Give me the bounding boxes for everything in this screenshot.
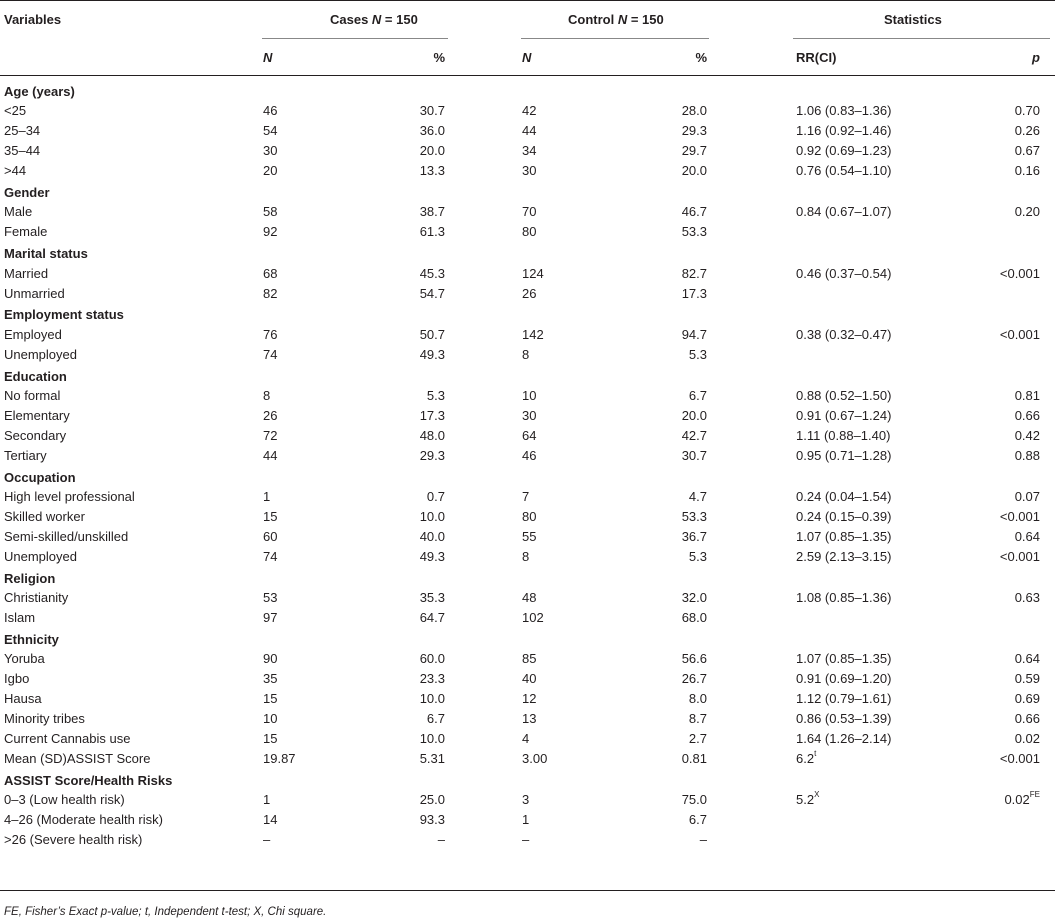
cell-cases-pct: 61.3 bbox=[419, 224, 445, 240]
cell-control-pct: 53.3 bbox=[681, 224, 707, 240]
cell-control-pct: 20.0 bbox=[681, 407, 707, 423]
row-label: Female bbox=[4, 224, 48, 240]
cell-cases-n: 82 bbox=[263, 285, 278, 301]
cell-control-pct: – bbox=[699, 831, 707, 847]
row-label: High level professional bbox=[4, 489, 135, 504]
cell-cases-pct: 13.3 bbox=[419, 163, 445, 179]
row-label: No formal bbox=[4, 388, 61, 403]
cell-control-n: 142 bbox=[522, 326, 544, 342]
section-heading: Religion bbox=[4, 570, 56, 586]
cell-p-value: <0.001 bbox=[999, 548, 1040, 564]
cell-p-value: 0.26 bbox=[1014, 123, 1040, 139]
cell-p-value: 0.02 bbox=[1014, 730, 1040, 746]
cell-p-value: 0.88 bbox=[1014, 447, 1040, 463]
cell-control-n: 34 bbox=[522, 143, 537, 159]
cell-cases-n: 58 bbox=[263, 204, 278, 220]
row-label: Christianity bbox=[4, 590, 69, 605]
header-pct-control: % bbox=[695, 50, 707, 65]
cell-rr-ci: 6.2$^t$ bbox=[796, 748, 817, 766]
section-heading: Occupation bbox=[4, 469, 76, 485]
cell-rr-ci: 0.24 (0.04–1.54) bbox=[796, 489, 892, 504]
control-subrule bbox=[521, 38, 709, 39]
cell-cases-pct: 40.0 bbox=[419, 528, 445, 544]
cell-p-value: <0.001 bbox=[999, 508, 1040, 524]
cell-control-pct: 6.7 bbox=[688, 811, 707, 827]
cell-control-n: – bbox=[522, 831, 530, 847]
cell-p-value: 0.69 bbox=[1014, 691, 1040, 706]
cell-control-n: 10 bbox=[522, 388, 537, 403]
cell-cases-n: 8 bbox=[263, 388, 271, 403]
cell-control-pct: 42.7 bbox=[681, 427, 707, 443]
cell-cases-pct: 50.7 bbox=[419, 326, 445, 342]
cell-control-pct: 46.7 bbox=[681, 204, 707, 220]
row-label: <25 bbox=[4, 103, 27, 119]
cell-cases-n: 90 bbox=[263, 651, 278, 667]
cell-control-n: 30 bbox=[522, 407, 537, 423]
cell-control-n: 12 bbox=[522, 691, 537, 706]
cell-cases-n: 97 bbox=[263, 609, 278, 625]
cell-p-value: 0.59 bbox=[1014, 671, 1040, 687]
section-heading: ASSIST Score/Health Risks bbox=[4, 772, 173, 788]
cell-cases-pct: 45.3 bbox=[419, 265, 445, 281]
cell-rr-ci: 1.06 (0.83–1.36) bbox=[796, 103, 892, 119]
cell-rr-ci: 0.88 (0.52–1.50) bbox=[796, 388, 892, 403]
cases-subrule bbox=[262, 38, 448, 39]
header-pct-cases: % bbox=[433, 50, 445, 65]
row-label: Islam bbox=[4, 609, 36, 625]
section-heading: Gender bbox=[4, 185, 50, 200]
row-label: Skilled worker bbox=[4, 508, 85, 524]
cell-control-pct: 68.0 bbox=[681, 609, 707, 625]
cell-cases-n: 35 bbox=[263, 671, 278, 687]
row-label: Tertiary bbox=[4, 447, 47, 463]
cell-control-pct: 82.7 bbox=[681, 265, 707, 281]
cell-control-pct: 26.7 bbox=[681, 671, 707, 687]
cell-p-value: 0.42 bbox=[1014, 427, 1040, 443]
cell-control-pct: 29.7 bbox=[681, 143, 707, 159]
cell-cases-n: 72 bbox=[263, 427, 278, 443]
row-label: Yoruba bbox=[4, 651, 45, 667]
cell-control-n: 44 bbox=[522, 123, 537, 139]
cell-control-n: 46 bbox=[522, 447, 537, 463]
cell-rr-ci: 0.86 (0.53–1.39) bbox=[796, 710, 892, 726]
cell-p-value: <0.001 bbox=[999, 265, 1040, 281]
cell-cases-n: 92 bbox=[263, 224, 278, 240]
cell-rr-ci: 0.46 (0.37–0.54) bbox=[796, 265, 892, 281]
cell-control-n: 80 bbox=[522, 224, 537, 240]
cell-rr-ci: 0.91 (0.69–1.20) bbox=[796, 671, 892, 687]
row-label: >44 bbox=[4, 163, 27, 179]
cell-cases-n: 20 bbox=[263, 163, 278, 179]
cell-control-n: 3 bbox=[522, 792, 530, 807]
cell-control-n: 42 bbox=[522, 103, 537, 119]
cell-control-pct: 75.0 bbox=[681, 792, 707, 807]
cell-cases-pct: 5.3 bbox=[426, 388, 445, 403]
cell-rr-ci: 1.12 (0.79–1.61) bbox=[796, 691, 892, 706]
row-label: Mean (SD)ASSIST Score bbox=[4, 750, 151, 766]
cell-rr-ci: 0.76 (0.54–1.10) bbox=[796, 163, 892, 179]
cell-cases-n: 74 bbox=[263, 346, 278, 362]
row-label: Semi-skilled/unskilled bbox=[4, 528, 129, 544]
cell-cases-pct: 10.0 bbox=[419, 691, 445, 706]
cell-cases-pct: – bbox=[437, 831, 445, 847]
cell-rr-ci: 1.07 (0.85–1.35) bbox=[796, 528, 892, 544]
cell-cases-pct: 49.3 bbox=[419, 548, 445, 564]
cell-rr-ci: 2.59 (2.13–3.15) bbox=[796, 548, 892, 564]
header-p: p bbox=[1032, 50, 1040, 65]
cell-control-pct: 29.3 bbox=[681, 123, 707, 139]
cell-cases-n: 1 bbox=[263, 489, 271, 504]
cell-cases-pct: 6.7 bbox=[426, 710, 445, 726]
row-label: 25–34 bbox=[4, 123, 41, 139]
row-label: 35–44 bbox=[4, 143, 41, 159]
section-heading: Ethnicity bbox=[4, 631, 59, 647]
row-label: >26 (Severe health risk) bbox=[4, 831, 143, 847]
row-label: 4–26 (Moderate health risk) bbox=[4, 811, 163, 827]
cell-control-n: 85 bbox=[522, 651, 537, 667]
cell-rr-ci: $5.2^X$ bbox=[796, 790, 820, 807]
cell-p-value: $0.02^{FE}$ bbox=[1004, 790, 1040, 807]
cell-p-value: 0.70 bbox=[1014, 103, 1040, 119]
cell-cases-n: 46 bbox=[263, 103, 278, 119]
cell-rr-ci: 1.16 (0.92–1.46) bbox=[796, 123, 892, 139]
cell-cases-n: – bbox=[263, 831, 271, 847]
cell-cases-pct: 23.3 bbox=[419, 671, 445, 687]
cell-cases-pct: 30.7 bbox=[419, 103, 445, 119]
cell-cases-n: 30 bbox=[263, 143, 278, 159]
row-label: Elementary bbox=[4, 407, 70, 423]
cell-control-n: 7 bbox=[522, 489, 530, 504]
cell-control-n: 8 bbox=[522, 346, 530, 362]
header-cases: Cases N = 150 bbox=[330, 12, 418, 27]
cell-control-n: 3.00 bbox=[522, 750, 548, 766]
cell-control-pct: 30.7 bbox=[681, 447, 707, 463]
cell-control-n: 124 bbox=[522, 265, 544, 281]
cell-cases-pct: 10.0 bbox=[419, 730, 445, 746]
cell-control-n: 80 bbox=[522, 508, 537, 524]
statistics-subrule bbox=[793, 38, 1050, 39]
header-n-cases: N bbox=[263, 50, 273, 65]
cell-rr-ci: 1.64 (1.26–2.14) bbox=[796, 730, 892, 746]
row-label: Married bbox=[4, 265, 49, 281]
row-label: Unmarried bbox=[4, 285, 65, 301]
cell-cases-pct: 29.3 bbox=[419, 447, 445, 463]
cell-control-pct: 8.0 bbox=[688, 691, 707, 706]
cell-cases-n: 76 bbox=[263, 326, 278, 342]
header-variables: Variables bbox=[4, 12, 62, 27]
cell-p-value: <0.001 bbox=[999, 326, 1040, 342]
cell-p-value: 0.66 bbox=[1014, 710, 1040, 726]
cell-p-value: 0.67 bbox=[1014, 143, 1040, 159]
section-heading: Employment status bbox=[4, 307, 124, 323]
row-label: Unemployed bbox=[4, 346, 77, 362]
cell-rr-ci: 1.07 (0.85–1.35) bbox=[796, 651, 892, 667]
superscript-marker: X bbox=[814, 790, 820, 799]
cell-p-value: <0.001 bbox=[999, 750, 1040, 766]
cell-cases-pct: 0.7 bbox=[426, 489, 445, 504]
row-label: Employed bbox=[4, 326, 62, 342]
superscript-marker: FE bbox=[1029, 790, 1040, 799]
footnote: FE, Fisher’s Exact p-value; t, Independent t-test; X, Chi square. bbox=[4, 906, 327, 918]
cell-cases-n: 14 bbox=[263, 811, 278, 827]
cell-cases-n: 19.87 bbox=[263, 750, 296, 766]
section-heading: Marital status bbox=[4, 246, 88, 262]
cell-cases-n: 15 bbox=[263, 508, 278, 524]
cell-control-n: 30 bbox=[522, 163, 537, 179]
cell-control-pct: 6.7 bbox=[688, 388, 707, 403]
cell-cases-pct: 20.0 bbox=[419, 143, 445, 159]
cell-control-n: 70 bbox=[522, 204, 537, 220]
cell-rr-ci: 1.11 (0.88–1.40) bbox=[796, 427, 891, 443]
cell-cases-n: 44 bbox=[263, 447, 278, 463]
cell-rr-ci: 0.24 (0.15–0.39) bbox=[796, 508, 892, 524]
header-bottom-rule bbox=[0, 75, 1055, 76]
table-bottom-rule bbox=[0, 890, 1055, 891]
superscript-marker: t bbox=[814, 748, 817, 758]
cell-p-value: 0.07 bbox=[1014, 489, 1040, 504]
cell-p-value: 0.64 bbox=[1014, 528, 1040, 544]
cell-control-n: 26 bbox=[522, 285, 537, 301]
cell-cases-pct: 54.7 bbox=[419, 285, 445, 301]
cell-control-pct: 17.3 bbox=[681, 285, 707, 301]
cell-control-pct: 8.7 bbox=[688, 710, 707, 726]
cell-control-n: 8 bbox=[522, 548, 530, 564]
header-statistics: Statistics bbox=[884, 12, 942, 27]
cell-rr-ci: 0.38 (0.32–0.47) bbox=[796, 326, 892, 342]
row-label: Male bbox=[4, 204, 33, 220]
row-label: Secondary bbox=[4, 427, 67, 443]
header-control: Control N = 150 bbox=[568, 12, 664, 27]
table-top-rule bbox=[0, 0, 1055, 1]
cell-control-pct: 5.3 bbox=[688, 346, 707, 362]
cell-p-value: 0.81 bbox=[1014, 388, 1040, 403]
row-label: 0–3 (Low health risk) bbox=[4, 792, 125, 807]
cell-control-pct: 0.81 bbox=[681, 750, 707, 766]
cell-cases-n: 60 bbox=[263, 528, 278, 544]
section-heading: Age (years) bbox=[4, 84, 75, 99]
cell-control-pct: 36.7 bbox=[681, 528, 707, 544]
cell-cases-n: 68 bbox=[263, 265, 278, 281]
cell-cases-n: 26 bbox=[263, 407, 278, 423]
cell-cases-pct: 48.0 bbox=[419, 427, 445, 443]
cell-p-value: 0.20 bbox=[1014, 204, 1040, 220]
cell-cases-n: 15 bbox=[263, 691, 278, 706]
cell-cases-n: 1 bbox=[263, 792, 271, 807]
row-label: Minority tribes bbox=[4, 710, 85, 726]
cell-control-n: 13 bbox=[522, 710, 537, 726]
row-label: Hausa bbox=[4, 691, 42, 706]
cell-cases-n: 74 bbox=[263, 548, 278, 564]
cell-cases-pct: 64.7 bbox=[419, 609, 445, 625]
cell-p-value: 0.16 bbox=[1014, 163, 1040, 179]
cell-p-value: 0.63 bbox=[1014, 590, 1040, 605]
cell-control-pct: 28.0 bbox=[681, 103, 707, 119]
cell-rr-ci: 0.91 (0.67–1.24) bbox=[796, 407, 892, 423]
row-label: Current Cannabis use bbox=[4, 730, 131, 746]
cell-rr-ci: 0.95 (0.71–1.28) bbox=[796, 447, 892, 463]
cell-control-pct: 53.3 bbox=[681, 508, 707, 524]
cell-cases-n: 15 bbox=[263, 730, 278, 746]
cell-cases-pct: 25.0 bbox=[419, 792, 445, 807]
row-label: Igbo bbox=[4, 671, 30, 687]
cell-control-pct: 2.7 bbox=[688, 730, 707, 746]
cell-cases-n: 53 bbox=[263, 590, 278, 605]
header-n-control: N bbox=[522, 50, 532, 65]
cell-rr-ci: 0.92 (0.69–1.23) bbox=[796, 143, 892, 159]
section-heading: Education bbox=[4, 368, 67, 384]
cell-cases-pct: 36.0 bbox=[419, 123, 445, 139]
cell-cases-n: 10 bbox=[263, 710, 278, 726]
cell-control-n: 4 bbox=[522, 730, 530, 746]
cell-cases-pct: 10.0 bbox=[419, 508, 445, 524]
cell-cases-n: 54 bbox=[263, 123, 278, 139]
cell-control-n: 64 bbox=[522, 427, 537, 443]
cell-control-n: 55 bbox=[522, 528, 537, 544]
cell-cases-pct: 60.0 bbox=[419, 651, 445, 667]
cell-cases-pct: 5.31 bbox=[419, 750, 445, 766]
cell-control-n: 40 bbox=[522, 671, 537, 687]
cell-control-pct: 20.0 bbox=[681, 163, 707, 179]
row-label: Unemployed bbox=[4, 548, 77, 564]
cell-control-n: 48 bbox=[522, 590, 537, 605]
cell-control-n: 1 bbox=[522, 811, 530, 827]
cell-cases-pct: 49.3 bbox=[419, 346, 445, 362]
cell-rr-ci: 0.84 (0.67–1.07) bbox=[796, 204, 892, 220]
cell-cases-pct: 35.3 bbox=[419, 590, 445, 605]
cell-cases-pct: 17.3 bbox=[419, 407, 445, 423]
cell-control-pct: 5.3 bbox=[688, 548, 707, 564]
cell-p-value: 0.66 bbox=[1014, 407, 1040, 423]
header-rr-ci: RR(CI) bbox=[796, 50, 837, 65]
cell-cases-pct: 93.3 bbox=[419, 811, 445, 827]
cell-control-pct: 4.7 bbox=[688, 489, 707, 504]
cell-control-pct: 32.0 bbox=[681, 590, 707, 605]
cell-p-value: 0.64 bbox=[1014, 651, 1040, 667]
cell-cases-pct: 38.7 bbox=[419, 204, 445, 220]
cell-control-n: 102 bbox=[522, 609, 544, 625]
cell-control-pct: 94.7 bbox=[681, 326, 707, 342]
cell-rr-ci: 1.08 (0.85–1.36) bbox=[796, 590, 892, 605]
cell-control-pct: 56.6 bbox=[681, 651, 707, 667]
